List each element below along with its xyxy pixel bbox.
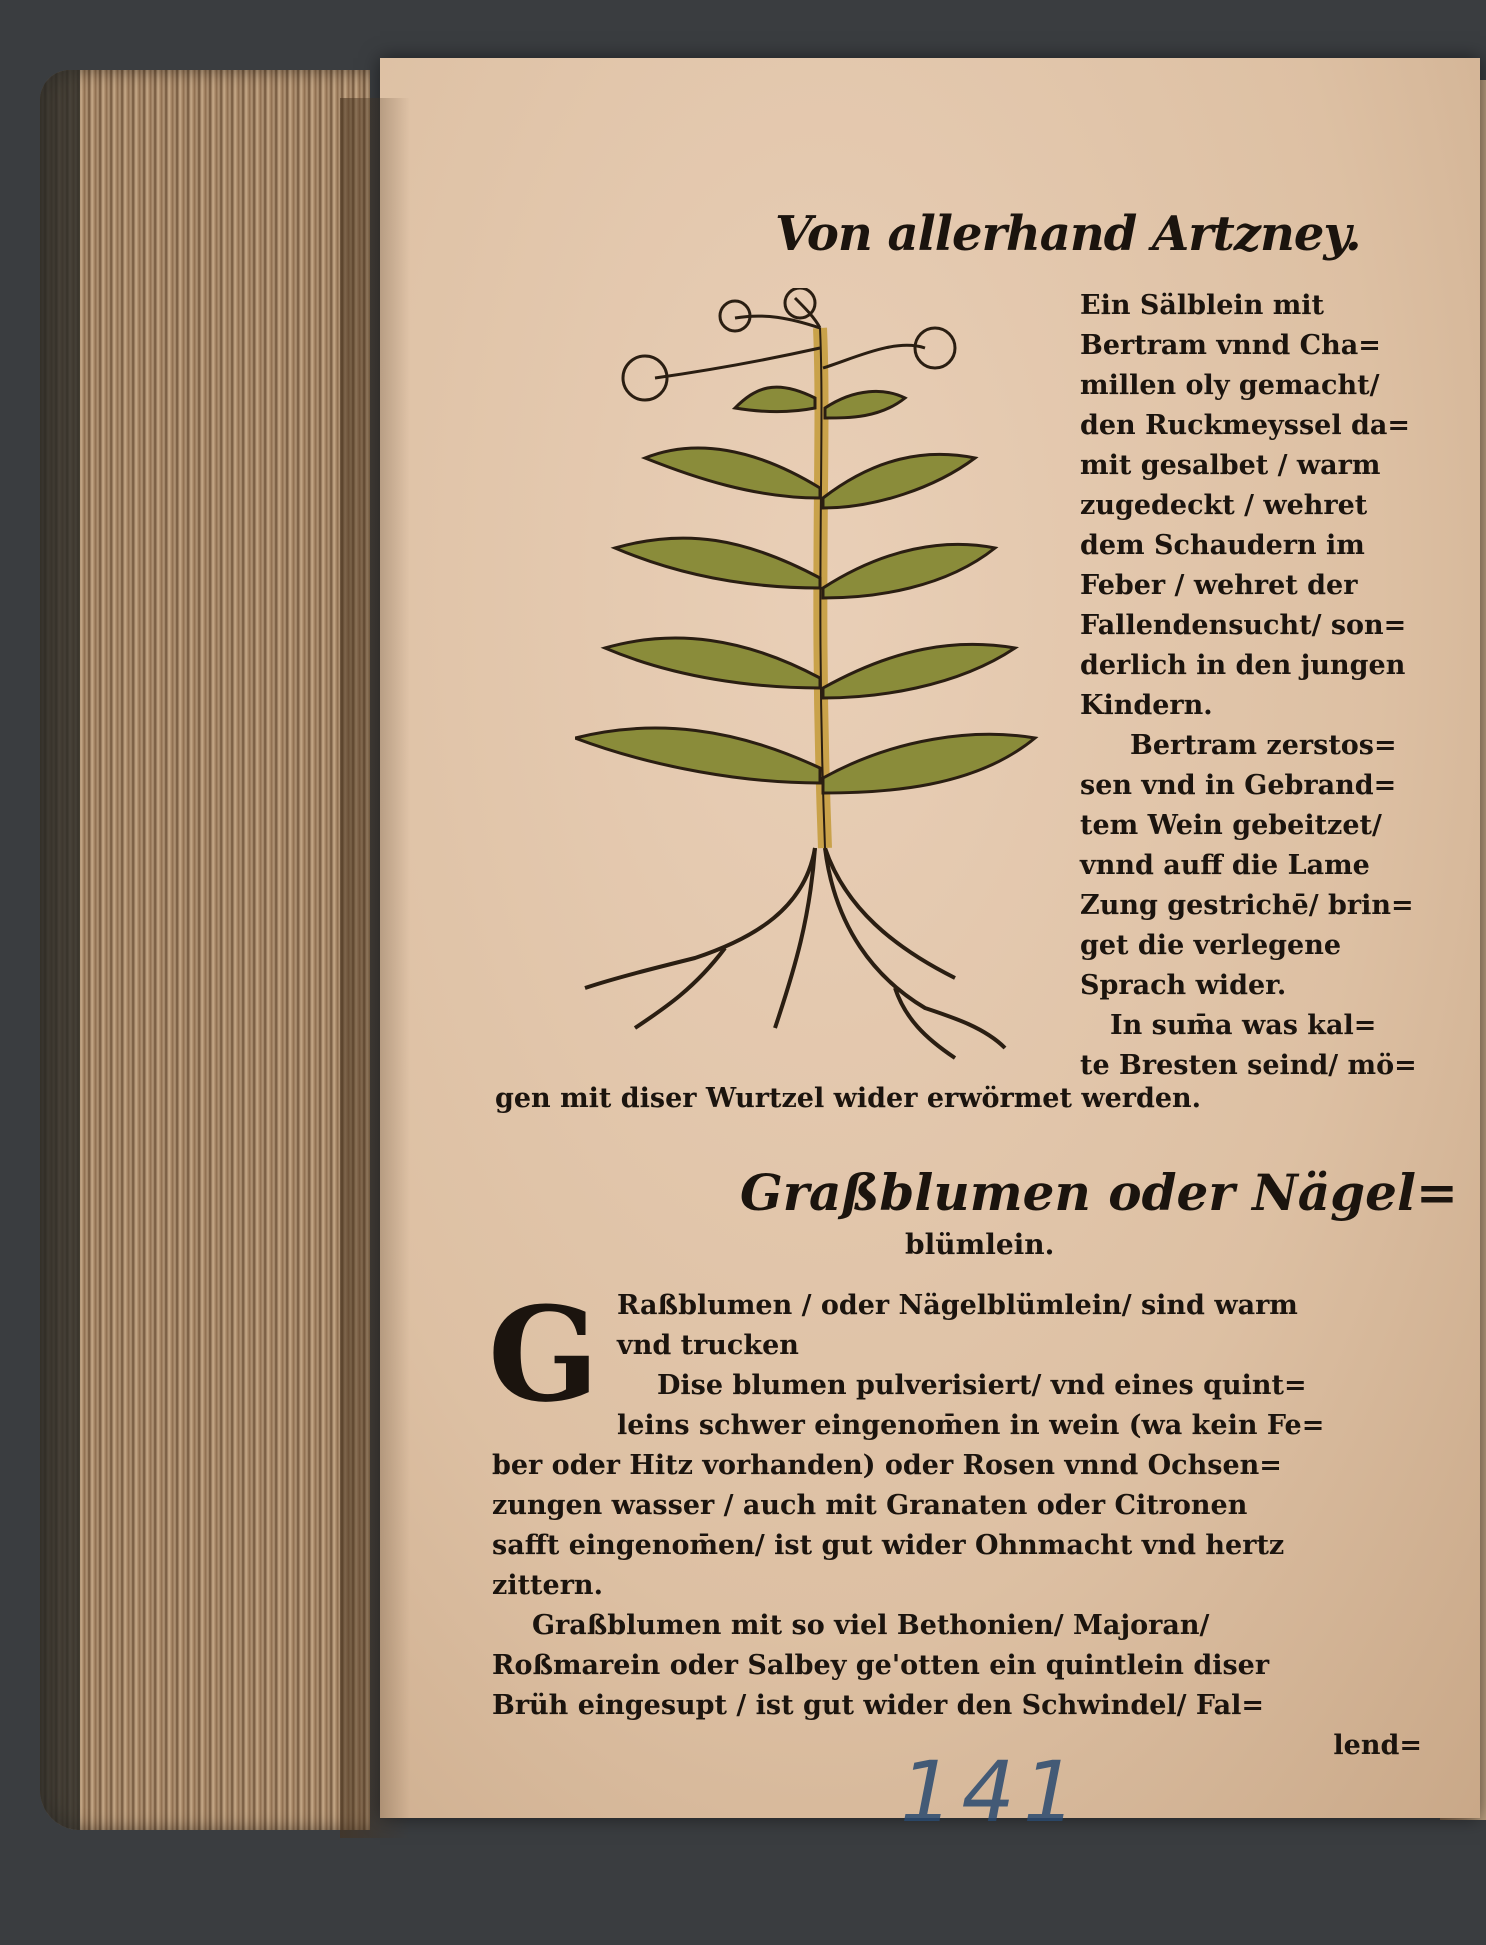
text-line: Dise blumen pulverisiert/ vnd eines quint= bbox=[657, 1370, 1307, 1401]
text-line: Bertram zerstos= bbox=[1130, 730, 1397, 761]
text-line: Graßblumen mit so viel Bethonien/ Majoran/ bbox=[532, 1610, 1210, 1641]
book bbox=[40, 40, 1486, 1840]
text-line: vnd trucken bbox=[617, 1330, 799, 1361]
text-line: zittern. bbox=[492, 1570, 603, 1601]
text-line: derlich in den jungen bbox=[1080, 650, 1406, 681]
section-body bbox=[492, 1286, 1442, 1766]
text-line: get die verlegene bbox=[1080, 930, 1342, 961]
text-line: sen vnd in Gebrand= bbox=[1080, 770, 1397, 801]
right-text-column bbox=[1080, 286, 1460, 1086]
text-line: Sprach wider. bbox=[1080, 970, 1287, 1001]
page-edges bbox=[40, 70, 370, 1830]
text-line: Bertram vnnd Cha= bbox=[1080, 330, 1381, 361]
text-line: Brüh eingesupt / ist gut wider den Schwindel/ Fal= bbox=[492, 1690, 1264, 1721]
text-line: Fallendensucht/ son= bbox=[1080, 610, 1407, 641]
leaves bbox=[575, 387, 1035, 793]
text-line: zungen wasser / auch mit Granaten oder Citronen bbox=[492, 1490, 1248, 1521]
text-line: Zung gestrichē/ brin= bbox=[1080, 890, 1414, 921]
gutter-shadow bbox=[340, 98, 410, 1838]
text-line: tem Wein gebeitzet/ bbox=[1080, 810, 1382, 841]
drop-cap: G bbox=[488, 1278, 600, 1431]
text-line: Ein Sälblein mit bbox=[1080, 290, 1325, 321]
text-line: Kindern. bbox=[1080, 690, 1213, 721]
text-line: ber oder Hitz vorhanden) oder Rosen vnnd Ochsen= bbox=[492, 1450, 1282, 1481]
text-line: leins schwer eingenom̄en in wein (wa kein Fe= bbox=[617, 1410, 1325, 1441]
roots bbox=[585, 848, 1005, 1058]
text-line: mit gesalbet / warm bbox=[1080, 450, 1381, 481]
text-line: vnnd auff die Lame bbox=[1080, 850, 1370, 881]
handwritten-folio-number: 141 bbox=[900, 1743, 1085, 1841]
text-line: millen oly gemacht/ bbox=[1080, 370, 1380, 401]
book-page bbox=[380, 58, 1480, 1841]
text-line: Raßblumen / oder Nägelblümlein/ sind warm bbox=[617, 1290, 1298, 1321]
text-line: Feber / wehret der bbox=[1080, 570, 1358, 601]
text-line: In sum̄a was kal= bbox=[1110, 1010, 1377, 1041]
flower-stalks bbox=[655, 298, 925, 378]
text-line: Roßmarein oder Salbey ge'otten ein quintlein diser bbox=[492, 1650, 1270, 1681]
text-line: den Ruckmeyssel da= bbox=[1080, 410, 1410, 441]
text-line: te Bresten seind/ mö= bbox=[1080, 1050, 1417, 1081]
text-line: safft eingenom̄en/ ist gut wider Ohnmacht vnd hertz bbox=[492, 1530, 1285, 1561]
text-line: lend= bbox=[1333, 1730, 1422, 1761]
section-heading-continued: blümlein. bbox=[905, 1228, 1055, 1261]
section-heading: Graßblumen oder Nägel= bbox=[740, 1163, 1458, 1222]
plant-woodcut-illustration bbox=[575, 288, 1045, 1068]
text-line: zugedeckt / wehret bbox=[1080, 490, 1368, 521]
page-heading: Von allerhand Artzney. bbox=[775, 206, 1361, 262]
text-line: dem Schaudern im bbox=[1080, 530, 1365, 561]
continuation-line: gen mit diser Wurtzel wider erwörmet werden. bbox=[495, 1083, 1202, 1114]
